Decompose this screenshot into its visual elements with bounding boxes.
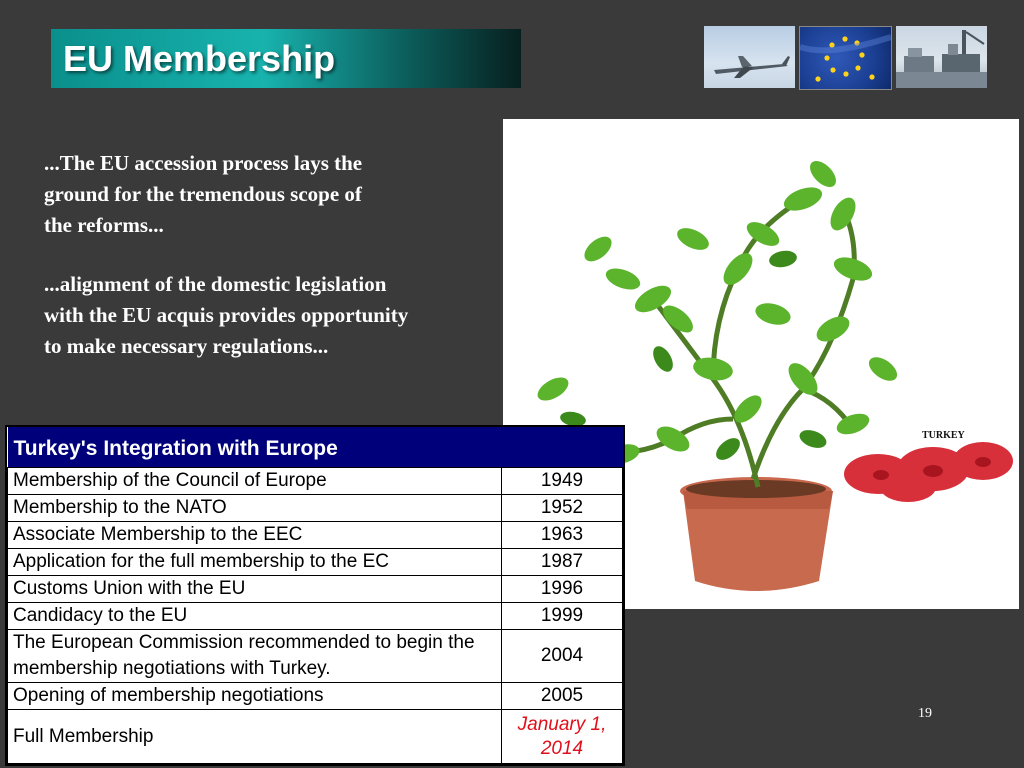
year-cell: 1949 bbox=[502, 468, 623, 495]
event-cell: Application for the full membership to the EC bbox=[8, 549, 502, 576]
year-cell: 1996 bbox=[502, 576, 623, 603]
turkey-label: TURKEY bbox=[922, 430, 965, 441]
event-cell: The European Commission recommended to begin the membership negotiations with Turkey. bbox=[8, 630, 502, 683]
year-cell: 1952 bbox=[502, 495, 623, 522]
event-cell: Customs Union with the EU bbox=[8, 576, 502, 603]
event-cell: Opening of membership negotiations bbox=[8, 683, 502, 710]
event-cell: Candidacy to the EU bbox=[8, 603, 502, 630]
title-banner bbox=[51, 29, 521, 88]
year-cell: 2005 bbox=[502, 683, 623, 710]
table-row bbox=[8, 710, 623, 764]
page-number: 19 bbox=[918, 706, 932, 721]
ship-port-photo bbox=[896, 26, 987, 88]
year-cell: 2004 bbox=[502, 630, 623, 683]
table-row bbox=[8, 603, 623, 630]
year-cell: 1987 bbox=[502, 549, 623, 576]
year-cell-highlight: January 1, 2014 bbox=[502, 710, 623, 764]
event-cell: Membership to the NATO bbox=[8, 495, 502, 522]
table-row bbox=[8, 576, 623, 603]
header-thumbnails bbox=[704, 26, 987, 90]
table-row bbox=[8, 522, 623, 549]
table-row bbox=[8, 549, 623, 576]
table-row bbox=[8, 630, 623, 683]
event-cell: Membership of the Council of Europe bbox=[8, 468, 502, 495]
table-row bbox=[8, 468, 623, 495]
legislation-paragraph: ...alignment of the domestic legislation with the EU acquis provides opportunity to make necessary regulations... bbox=[44, 272, 409, 358]
table-row bbox=[8, 495, 623, 522]
airplane-photo bbox=[704, 26, 795, 88]
slide-title: EU Membership bbox=[63, 37, 336, 79]
event-cell: Associate Membership to the EEC bbox=[8, 522, 502, 549]
accession-paragraph: ...The EU accession process lays the ground for the tremendous scope of the reforms... bbox=[44, 151, 363, 237]
year-cell: 1963 bbox=[502, 522, 623, 549]
table-title: Turkey's Integration with Europe bbox=[8, 427, 623, 468]
eu-flag-photo bbox=[799, 26, 892, 90]
event-cell: Full Membership bbox=[8, 710, 502, 764]
integration-table bbox=[5, 425, 625, 766]
table-row bbox=[8, 683, 623, 710]
year-cell: 1999 bbox=[502, 603, 623, 630]
